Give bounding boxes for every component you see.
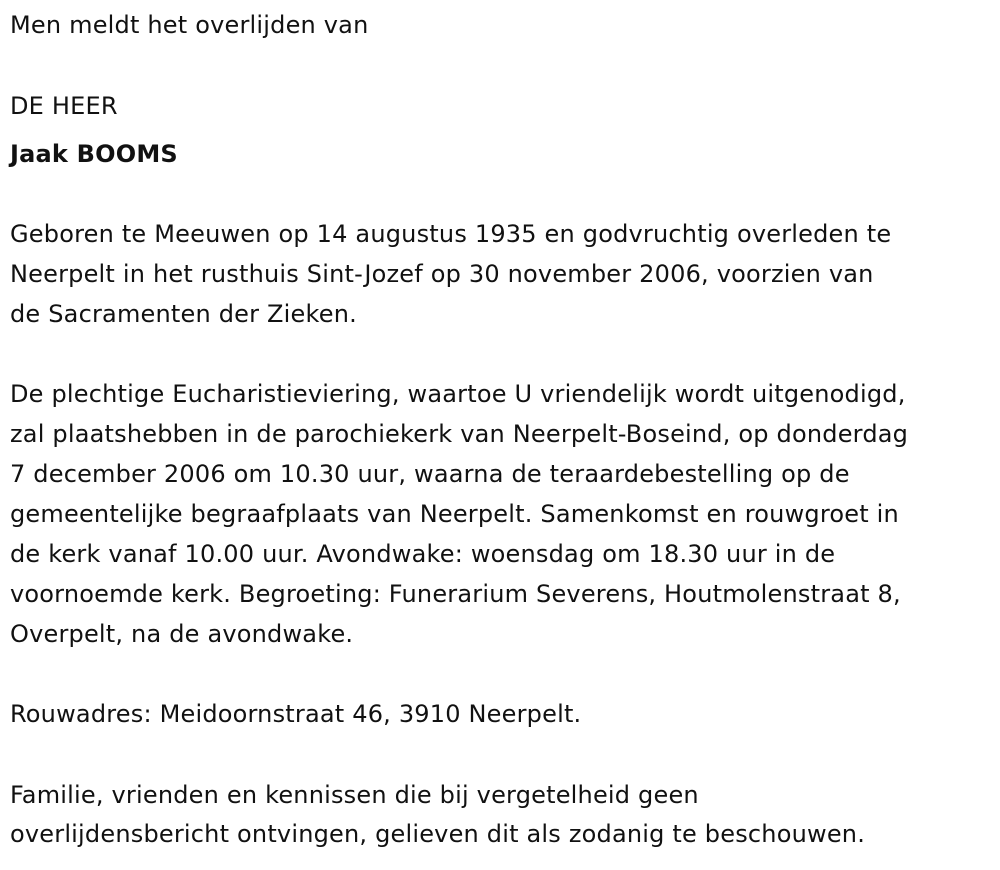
ceremony-line: gemeentelijke begraafplaats van Neerpelt. Samenkomst en rouwgroet in — [10, 500, 899, 528]
closing-line: Familie, vrienden en kennissen die bij vergetelheid geen — [10, 781, 699, 809]
title-prefix: DE HEER — [10, 92, 118, 120]
ceremony-line: Overpelt, na de avondwake. — [10, 620, 354, 648]
mourning-address: Rouwadres: Meidoornstraat 46, 3910 Neerpelt. — [10, 700, 582, 728]
birth-line: de Sacramenten der Zieken. — [10, 300, 357, 328]
birth-line: Geboren te Meeuwen op 14 augustus 1935 en godvruchtig overleden te — [10, 220, 892, 248]
ceremony-line: de kerk vanaf 10.00 uur. Avondwake: woensdag om 18.30 uur in de — [10, 540, 836, 568]
deceased-name: Jaak BOOMS — [10, 140, 178, 168]
ceremony-line: voornoemde kerk. Begroeting: Funerarium Severens, Houtmolenstraat 8, — [10, 580, 901, 608]
intro-line: Men meldt het overlijden van — [10, 11, 369, 39]
closing-line: overlijdensbericht ontvingen, gelieven dit als zodanig te beschouwen. — [10, 820, 866, 848]
birth-line: Neerpelt in het rusthuis Sint-Jozef op 30 november 2006, voorzien van — [10, 260, 874, 288]
ceremony-line: De plechtige Eucharistieviering, waartoe U vriendelijk wordt uitgenodigd, — [10, 380, 906, 408]
ceremony-line: 7 december 2006 om 10.30 uur, waarna de teraardebestelling op de — [10, 460, 850, 488]
ceremony-line: zal plaatshebben in de parochiekerk van Neerpelt-Boseind, op donderdag — [10, 420, 909, 448]
